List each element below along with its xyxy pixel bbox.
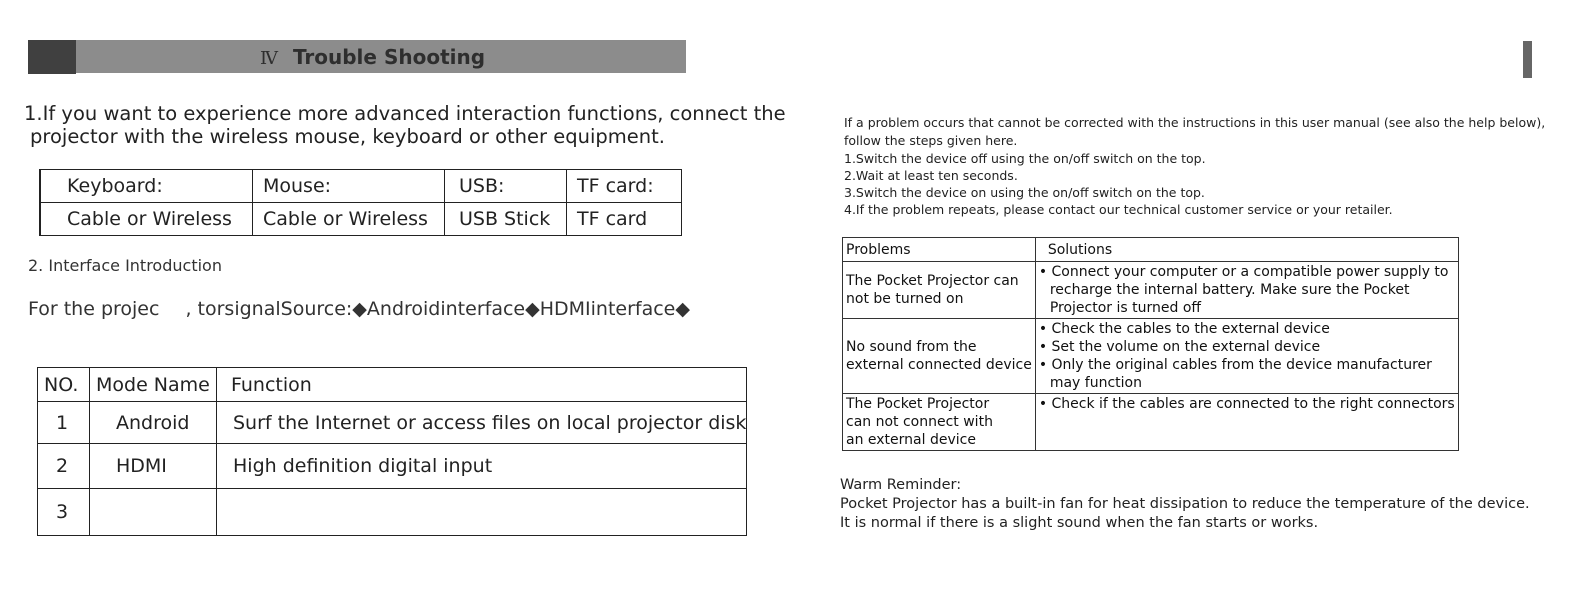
mode-name bbox=[90, 489, 217, 536]
header-dark-block bbox=[28, 40, 76, 74]
trouble-step: 1.Switch the device off using the on/off switch on the top. bbox=[844, 151, 1206, 166]
device-values-row bbox=[40, 203, 682, 236]
signal-source-line bbox=[28, 298, 690, 320]
header-mode-name: Mode Name bbox=[90, 368, 217, 402]
solution-line: • Set the volume on the external device bbox=[1038, 339, 1321, 355]
reminder-line-2: It is normal if there is a slight sound when the fan starts or works. bbox=[840, 515, 1319, 531]
ps-row bbox=[843, 262, 1459, 319]
header-no: NO. bbox=[38, 368, 90, 402]
section-title: Trouble Shooting bbox=[292, 45, 486, 69]
device-name-cell: Mouse: bbox=[253, 170, 445, 203]
trouble-intro-line: follow the steps given here. bbox=[844, 133, 1018, 148]
mode-function: High definition digital input bbox=[217, 444, 747, 489]
solution-cell bbox=[1035, 319, 1458, 394]
solution-line: • Connect your computer or a compatible power supply to bbox=[1038, 264, 1449, 280]
mode-function bbox=[217, 489, 747, 536]
reminder-title: Warm Reminder: bbox=[840, 477, 962, 493]
mode-table-header-row bbox=[38, 368, 747, 402]
device-value-cell: Cable or Wireless bbox=[40, 203, 253, 236]
intro-line-2: projector with the wireless mouse, keyboard or other equipment. bbox=[30, 125, 665, 148]
problem-cell bbox=[843, 394, 1036, 451]
device-name-cell: Keyboard: bbox=[40, 170, 253, 203]
device-value-cell: Cable or Wireless bbox=[253, 203, 445, 236]
solution-cell bbox=[1035, 262, 1458, 319]
mode-name: HDMI bbox=[90, 444, 217, 489]
page-edge-marker bbox=[1523, 41, 1532, 78]
trouble-intro-line: If a problem occurs that cannot be corrected with the instructions in this user manual (see also the help below), bbox=[844, 115, 1546, 130]
mode-function: Surf the Internet or access files on local projector disk bbox=[217, 402, 747, 444]
ps-row bbox=[843, 394, 1459, 451]
solution-line: may function bbox=[1049, 375, 1142, 391]
signal-part-1: For the projec bbox=[28, 298, 160, 320]
problems-solutions-table bbox=[842, 237, 1459, 451]
problem-cell bbox=[843, 319, 1036, 394]
signal-part-3: torsignalSource:◆Androidinterface◆HDMIinterface◆ bbox=[197, 298, 690, 320]
problems-header: Problems bbox=[843, 238, 1036, 262]
header-function: Function bbox=[217, 368, 747, 402]
solution-line: • Check if the cables are connected to the right connectors bbox=[1038, 396, 1455, 412]
solution-cell bbox=[1035, 394, 1458, 451]
solution-line: • Only the original cables from the device manufacturer bbox=[1038, 357, 1432, 373]
interface-intro-heading: 2. Interface Introduction bbox=[28, 256, 222, 275]
problem-line: can not connect with bbox=[846, 414, 993, 430]
problem-line: The Pocket Projector bbox=[846, 396, 990, 412]
trouble-step: 4.If the problem repeats, please contact our technical customer service or your retailer. bbox=[844, 202, 1393, 217]
section-numeral: Ⅳ bbox=[260, 48, 278, 69]
problem-line: The Pocket Projector can bbox=[846, 273, 1019, 289]
problem-line: an external device bbox=[846, 432, 976, 448]
solution-line: recharge the internal battery. Make sure the Pocket bbox=[1049, 282, 1410, 298]
trouble-step: 2.Wait at least ten seconds. bbox=[844, 168, 1018, 183]
intro-line-1: 1.If you want to experience more advanced interaction functions, connect the bbox=[24, 102, 786, 125]
device-names-row bbox=[40, 170, 682, 203]
problem-cell bbox=[843, 262, 1036, 319]
problem-line: No sound from the bbox=[846, 339, 977, 355]
problem-line: external connected device bbox=[846, 357, 1032, 373]
solution-line: • Check the cables to the external device bbox=[1038, 321, 1330, 337]
mode-no: 3 bbox=[38, 489, 90, 536]
solutions-header: Solutions bbox=[1035, 238, 1458, 262]
mode-no: 2 bbox=[38, 444, 90, 489]
device-value-cell: USB Stick bbox=[445, 203, 567, 236]
device-name-cell: USB: bbox=[445, 170, 567, 203]
mode-row bbox=[38, 402, 747, 444]
section-heading bbox=[260, 45, 485, 69]
device-name-cell: TF card: bbox=[567, 170, 682, 203]
device-table bbox=[39, 169, 682, 236]
problem-line: not be turned on bbox=[846, 291, 964, 307]
mode-table bbox=[37, 367, 747, 536]
intro-paragraph bbox=[24, 102, 786, 148]
mode-name: Android bbox=[90, 402, 217, 444]
signal-part-2: , bbox=[185, 298, 192, 320]
ps-row bbox=[843, 319, 1459, 394]
mode-no: 1 bbox=[38, 402, 90, 444]
device-value-cell: TF card bbox=[567, 203, 682, 236]
reminder-line-1: Pocket Projector has a built-in fan for heat dissipation to reduce the temperature of the device. bbox=[840, 496, 1530, 512]
ps-header-row bbox=[843, 238, 1459, 262]
solution-line: Projector is turned off bbox=[1049, 300, 1202, 316]
mode-row bbox=[38, 444, 747, 489]
mode-row bbox=[38, 489, 747, 536]
trouble-step: 3.Switch the device on using the on/off switch on the top. bbox=[844, 185, 1205, 200]
